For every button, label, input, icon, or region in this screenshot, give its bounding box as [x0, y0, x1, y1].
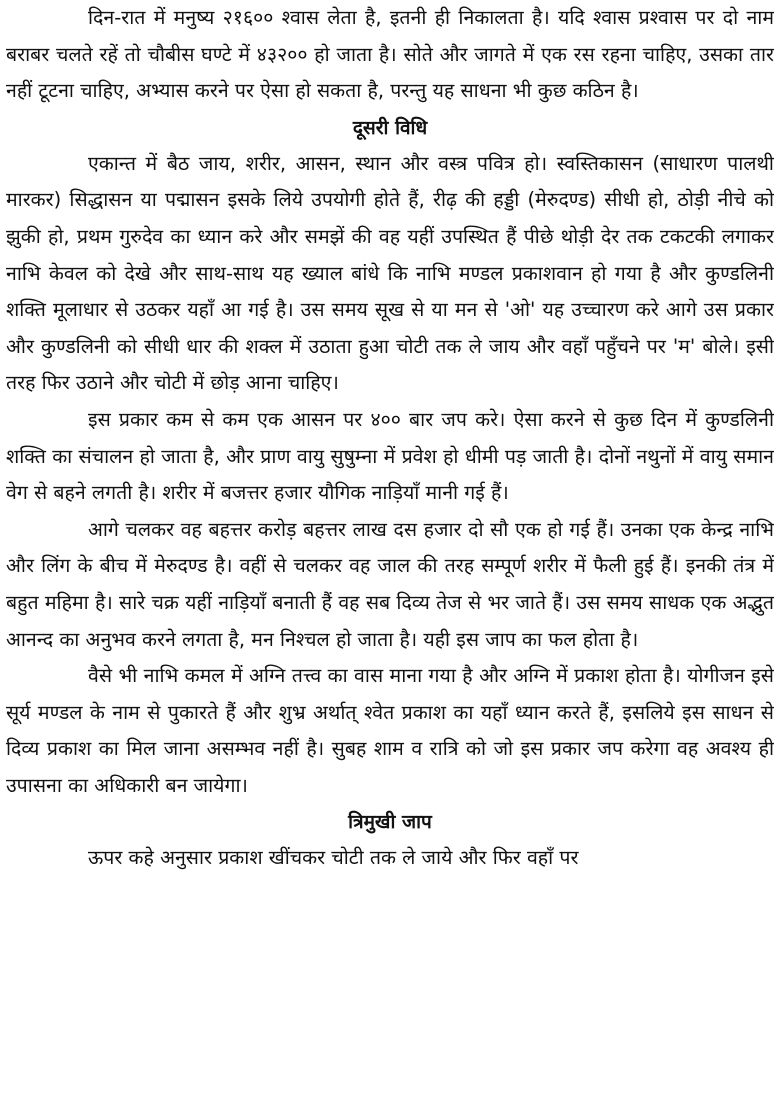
paragraph-breath-count: दिन-रात में मनुष्य २१६०० श्वास लेता है, इतनी ही निकालता है। यदि श्वास प्रश्वास पर दो नाम बराबर चलते रहें तो चौबीस घण्टे में ४३२०० हो जाता है। सोते और जागते में एक रस रहना चाहिए, उसका तार नहीं टूटना चाहिए, अभ्यास करने पर ऐसा हो सकता है, परन्तु यह साधना भी कुछ कठिन है।: [6, 6, 774, 103]
paragraph-navel-lotus: वैसे भी नाभि कमल में अग्नि तत्त्व का वास माना गया है और अग्नि में प्रकाश होता है। योगीजन इसे सूर्य मण्डल के नाम से पुकारते हैं और शुभ्र अर्थात् श्वेत प्रकाश का यहाँ ध्यान करते हैं, इसलिये इस साधन से दिव्य प्रकाश का मिल जाना असम्भव नहीं है। सुबह शाम व रात्रि को जो इस प्रकार जप करेगा वह अवश्य ही उपासना का अधिकारी बन जायेगा।: [6, 664, 774, 797]
paragraph-nadis: आगे चलकर वह बहत्तर करोड़ बहत्तर लाख दस हजार दो सौ एक हो गई हैं। उनका एक केन्द्र नाभि और लिंग के बीच में मेरुदण्ड है। वहीं से चलकर वह जाल की तरह सम्पूर्ण शरीर में फैली हुई हैं। इनकी तंत्र में बहुत महिमा है। सारे चक्र यहीं नाड़ियाँ बनाती हैं वह सब दिव्य तेज से भर जाते हैं। उस समय साधक एक अद्भुत आनन्द का अनुभव करने लगता है, मन निश्चल हो जाता है। यही इस जाप का फल होता है।: [6, 517, 774, 651]
document-page: [6, 0, 774, 1108]
paragraph-posture-method: एकान्त में बैठ जाय, शरीर, आसन, स्थान और वस्त्र पवित्र हो। स्वस्तिकासन (साधारण पालथी मारकर) सिद्धासन या पद्मासन इसके लिये उपयोगी होते हैं, रीढ़ की हड्डी (मेरुदण्ड) सीधी हो, ठोड़ी नीचे को झुकी हो, प्रथम गुरुदेव का ध्यान करे और समझें की वह यहीं उपस्थित हैं पीछे थोड़ी देर तक टकटकी लगाकर नाभि केवल को देखे और साथ-साथ यह ख्याल बांधे कि नाभि मण्डल प्रकाशवान हो गया है और कुण्डलिनी शक्ति मूलाधार से उठकर यहाँ आ गई है। उस समय सूख से या मन से 'ओ' यह उच्चारण करे आगे उस प्रकार और कुण्डलिनी को सीधी धार की शक्ल में उठाता हुआ चोटी तक ले जाय और वहाँ पहुँचने पर 'म' बोले। इसी तरह फिर उठाने और चोटी में छोड़ आना चाहिए।: [6, 151, 774, 395]
section-heading-second-method: दूसरी विधि: [352, 116, 428, 139]
section-heading-trimukhi-jap: त्रिमुखी जाप: [348, 811, 432, 834]
paragraph-japa-count: इस प्रकार कम से कम एक आसन पर ४०० बार जप करे। ऐसा करने से कुछ दिन में कुण्डलिनी शक्ति का संचालन हो जाता है, और प्राण वायु सुषुम्ना में प्रवेश हो धीमी पड़ जाती है। दोनों नथुनों में वायु समान वेग से बहने लगती है। शरीर में बजत्तर हजार यौगिक नाड़ियाँ मानी गई हैं।: [6, 407, 774, 505]
paragraph-continuation: ऊपर कहे अनुसार प्रकाश खींचकर चोटी तक ले जाये और फिर वहाँ पर: [88, 846, 579, 870]
